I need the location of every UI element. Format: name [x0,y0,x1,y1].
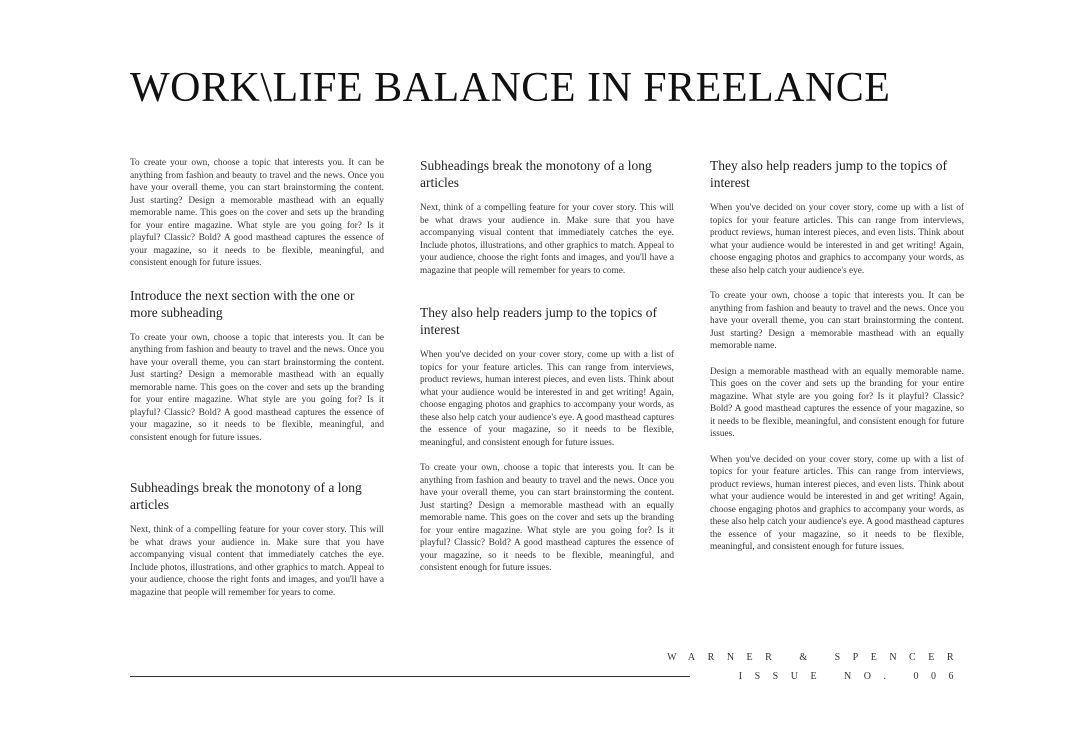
body-paragraph: Design a memorable masthead with an equally memorable name. This goes on the cover and sets up the branding for your entire magazine. What style are you going for? Is it playful? Classic? Bold? A good masthead captures the essence of your magazine, so it needs to be flexible, meaningful, and consistent enough for future issues. [710,366,964,439]
subheading: They also help readers jump to the topics of interest [710,158,947,190]
column-right [710,157,964,567]
footer-brand-block [667,648,966,686]
column-left [130,157,384,612]
body-paragraph: To create your own, choose a topic that interests you. It can be anything from fashion and beauty to travel and the news. Once you have your overall theme, you can start brainstorming the content. Just starting? Design a memorable masthead with an equally memorable name. This goes on the cover and sets up the branding for your entire magazine. What style are you going for? Is it playful? Classic? Bold? A good masthead captures the essence of your magazine, so it needs to be flexible, meaningful, and consistent enough for future issues. [130,332,384,443]
brand-name: WARNER & SPENCER [667,652,966,663]
body-paragraph: When you've decided on your cover story, come up with a list of topics for your feature articles. This can range from interviews, product reviews, human interest pieces, and even lists. Think about what your audience would be interested in and get writing! Again, choose engaging photos and graphics to accompany your words, as these also help catch your audience's eye. A good masthead captures the essence of your magazine, so it needs to be flexible, meaningful, and consistent enough for future issues. [420,350,674,448]
subheading: They also help readers jump to the topics of interest [420,305,657,337]
body-paragraph: When you've decided on your cover story, come up with a list of topics for your feature articles. This can range from interviews, product reviews, human interest pieces, and even lists. Think about what your audience would be interested in and get writing! Again, choose engaging photos and graphics to accompany your words, as these also help catch your audience's eye. A good masthead captures the essence of your magazine, so it needs to be flexible, meaningful, and consistent enough for future issues. [710,454,964,552]
body-paragraph: Next, think of a compelling feature for your cover story. This will be what draws your audience in. Make sure that you have accompanying visual content that immediately catches the eye. Include photos, illustrations, and other graphics to match. Appeal to your audience, choose the right fonts and images, and you'll have a magazine that people will remember for years to come. [420,203,674,276]
subheading: Introduce the next section with the one or more subheading [130,287,355,320]
page-title: WORK\LIFE BALANCE IN FREELANCE [130,65,891,111]
body-paragraph: To create your own, choose a topic that interests you. It can be anything from fashion and beauty to travel and the news. Once you have your overall theme, you can start brainstorming the content. Just starting? Design a memorable masthead with an equally memorable name. [710,291,964,351]
body-paragraph: Next, think of a compelling feature for your cover story. This will be what draws your audience in. Make sure that you have accompanying visual content that immediately catches the eye. Include photos, illustrations, and other graphics to match. Appeal to your audience, choose the right fonts and images, and you'll have a magazine that people will remember for years to come. [130,525,384,598]
body-paragraph: To create your own, choose a topic that interests you. It can be anything from fashion and beauty to travel and the news. Once you have your overall theme, you can start brainstorming the content. Just starting? Design a memorable masthead with an equally memorable name. This goes on the cover and sets up the branding for your entire magazine. What style are you going for? Is it playful? Classic? Bold? A good masthead captures the essence of your magazine, so it needs to be flexible, meaningful, and consistent enough for future issues. [420,463,674,573]
issue-number: ISSUE NO. 006 [738,671,966,682]
body-paragraph: When you've decided on your cover story, come up with a list of topics for your feature articles. This can range from interviews, product reviews, human interest pieces, and even lists. Think about what your audience would be interested in and get writing! Again, choose engaging photos and graphics to accompany your words, as these also help catch your audience's eye. [710,203,964,276]
column-middle [420,157,674,588]
subheading: Subheadings break the monotony of a long articles [130,480,362,512]
body-paragraph: To create your own, choose a topic that interests you. It can be anything from fashion and beauty to travel and the news. Once you have your overall theme, you can start brainstorming the content. Just starting? Design a memorable masthead with an equally memorable name. This goes on the cover and sets up the branding for your entire magazine. What style are you going for? Is it playful? Classic? Bold? A good masthead captures the essence of your magazine, so it needs to be flexible, meaningful, and consistent enough for future issues. [130,158,384,268]
subheading: Subheadings break the monotony of a long articles [420,158,652,190]
footer-divider [130,676,690,677]
